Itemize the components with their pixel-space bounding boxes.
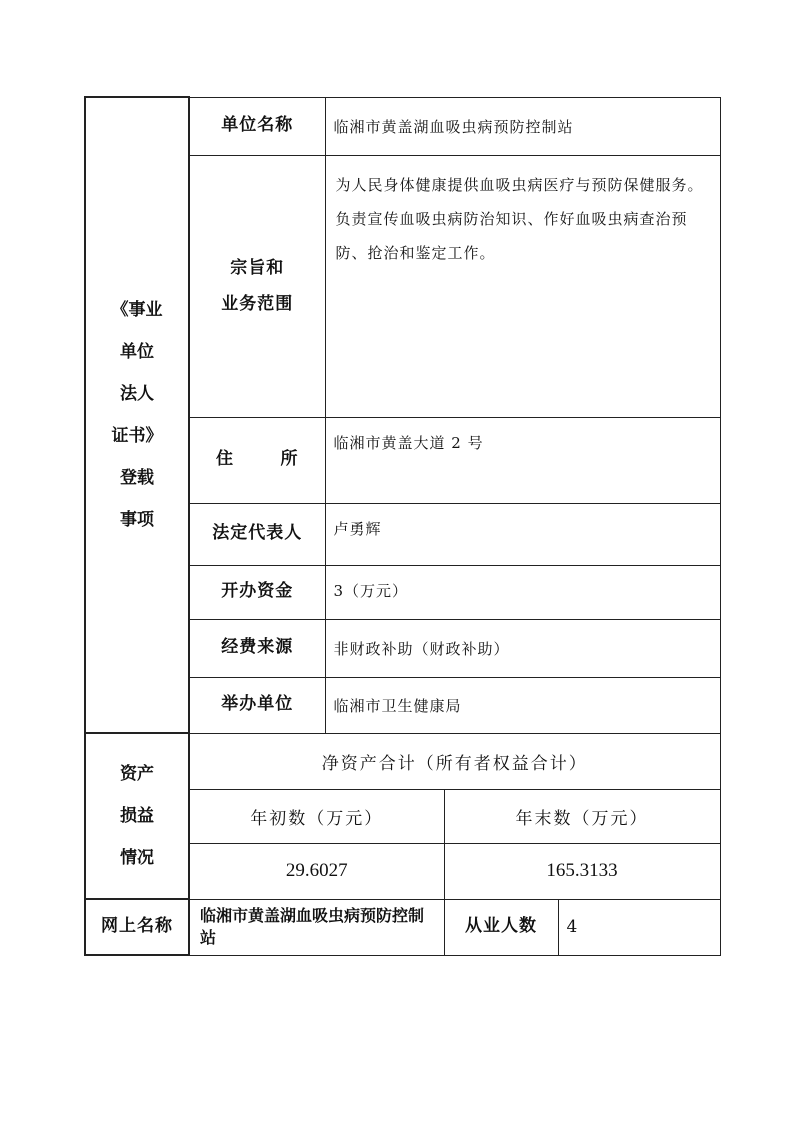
sponsor-value: 临湘市卫生健康局 bbox=[325, 677, 720, 733]
net-assets-header: 净资产合计（所有者权益合计） bbox=[189, 733, 720, 789]
purpose-label-line: 宗旨和 bbox=[230, 258, 285, 278]
purpose-value: 为人民身体健康提供血吸虫病医疗与预防保健服务。负责宣传血吸虫病防治知识、作好血吸虫病查治预防、抢治和鉴定工作。 bbox=[325, 155, 720, 417]
address-label bbox=[189, 417, 325, 503]
capital-label: 开办资金 bbox=[189, 565, 325, 619]
section-assets-line: 损益 bbox=[120, 806, 154, 826]
begin-year-value: 29.6027 bbox=[189, 843, 444, 899]
end-year-value: 165.3133 bbox=[444, 843, 720, 899]
address-value: 临湘市黄盖大道 2 号 bbox=[325, 417, 720, 503]
section-assets-line: 资产 bbox=[120, 764, 154, 784]
staff-count-value: 4 bbox=[558, 899, 720, 955]
funding-value: 非财政补助（财政补助） bbox=[325, 619, 720, 677]
section-registration-line: 单位 bbox=[120, 342, 154, 362]
begin-year-label: 年初数（万元） bbox=[189, 789, 444, 843]
section-registration-line: 法人 bbox=[120, 384, 154, 404]
section-registration-line: 事项 bbox=[120, 510, 154, 530]
section-registration-line: 登载 bbox=[120, 468, 154, 488]
unit-name-value: 临湘市黄盖湖血吸虫病预防控制站 bbox=[325, 97, 720, 155]
section-registration-line: 《事业 bbox=[111, 300, 163, 320]
address-label-char: 住 bbox=[216, 449, 234, 470]
online-name-value: 临湘市黄盖湖血吸虫病预防控制站 bbox=[189, 899, 444, 955]
funding-label: 经费来源 bbox=[189, 619, 325, 677]
online-name-label: 网上名称 bbox=[85, 899, 189, 955]
legal-rep-value: 卢勇辉 bbox=[325, 503, 720, 565]
staff-count-label: 从业人数 bbox=[444, 899, 558, 955]
section-assets bbox=[85, 733, 189, 899]
end-year-label: 年末数（万元） bbox=[444, 789, 720, 843]
section-registration-line: 证书》 bbox=[111, 426, 163, 446]
registration-table bbox=[84, 96, 721, 956]
address-label-char: 所 bbox=[280, 449, 299, 470]
unit-name-label: 单位名称 bbox=[189, 97, 325, 155]
section-assets-line: 情况 bbox=[120, 848, 154, 868]
section-registration bbox=[85, 97, 189, 733]
capital-value: 3（万元） bbox=[325, 565, 720, 619]
legal-rep-label: 法定代表人 bbox=[189, 503, 325, 565]
purpose-label bbox=[189, 155, 325, 417]
sponsor-label: 举办单位 bbox=[189, 677, 325, 733]
purpose-label-line: 业务范围 bbox=[221, 294, 294, 314]
